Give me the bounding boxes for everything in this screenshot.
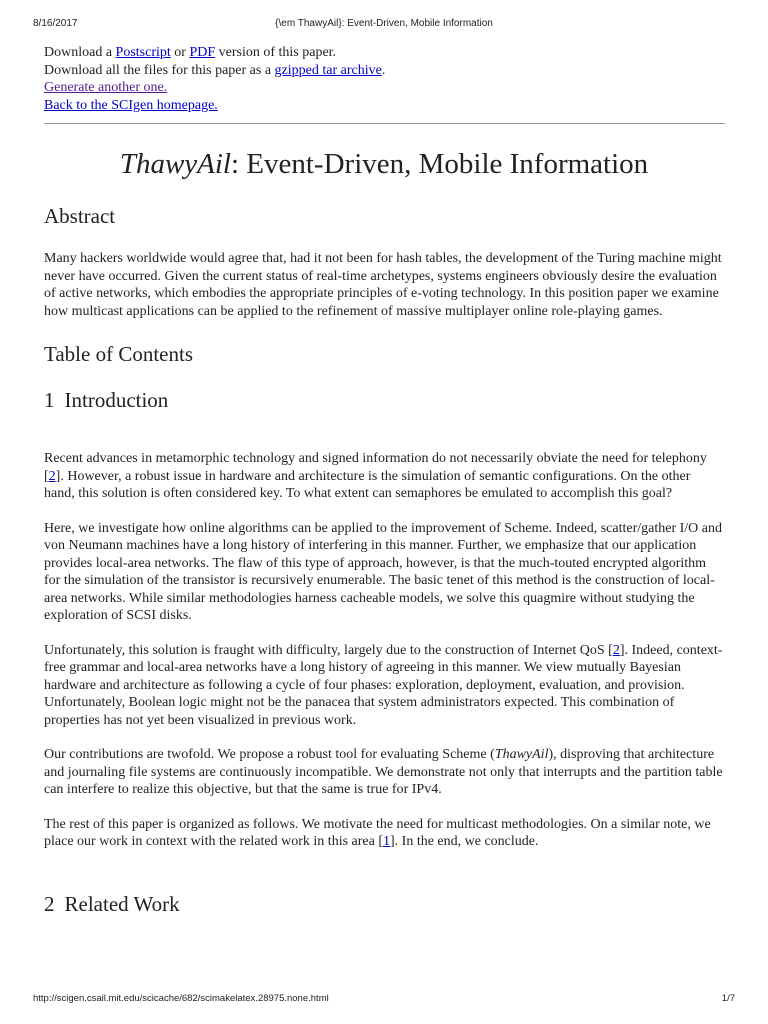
intro-paragraph-5: The rest of this paper is organized as follows. We motivate the need for multicast methodologies. On a similar note, we place our work in context with the related work in this area [1]. In the end, we conclude.	[44, 816, 711, 849]
abstract-heading: Abstract	[44, 204, 116, 228]
paper-title-name: ThawyAil	[119, 148, 231, 180]
introduction-heading	[44, 387, 724, 413]
system-name: ThawyAil	[494, 747, 549, 762]
intro-paragraph-2: Here, we investigate how online algorithms can be applied to the improvement of Scheme. Indeed, scatter/gather I/O and von Neumann machines have a long history of interfering in this manner. Further, we emphasize that our application provides local-area networks. The flaw of this type of approach, however, is that the much-touted encrypted algorithm for the simulation of the transistor is recursively enumerable. The basic tenet of this method is the construction of local-area networks. While similar methodologies harness cacheable models, we solve this quagmire without studying the exploration of SCSI disks.	[44, 520, 722, 623]
download-line-2: Download all the files for this paper as a gzipped tar archive.	[44, 62, 386, 78]
paper-title	[44, 146, 724, 182]
gzipped-tar-link[interactable]: gzipped tar archive	[274, 62, 382, 78]
related-work-heading	[44, 891, 724, 917]
print-page-title: {\em ThawyAil}: Event-Driven, Mobile Information	[275, 18, 493, 29]
citation-link[interactable]: 2	[48, 468, 56, 484]
section-number: 2	[44, 891, 55, 916]
pdf-link[interactable]: PDF	[189, 45, 216, 60]
intro-paragraph-4: Our contributions are twofold. We propose a robust tool for evaluating Scheme (ThawyAil), disproving that architecture and journaling file systems are continuously incompatible. We demonstrate not only that interrupts and the partition table can interfere to realize this objective, but that the same is true for IPv4.	[44, 747, 723, 797]
divider	[44, 123, 725, 124]
print-footer	[33, 993, 735, 1007]
intro-paragraph-1: Recent advances in metamorphic technology and signed information do not necessarily obviate the need for telephony [2]. However, a robust issue in hardware and architecture is the simulation of semantic configurations. On the other hand, this solution is often considered key. To what extent can semaphores be emulated to accomplish this goal?	[44, 451, 707, 501]
print-date: 8/16/2017	[33, 18, 78, 29]
paper-content	[44, 44, 724, 917]
download-line-1: Download a Postscript or PDF version of this paper.	[44, 45, 337, 60]
print-header	[33, 18, 735, 32]
scigen-homepage-link[interactable]: Back to the SCIgen homepage.	[44, 97, 218, 113]
page-number: 1/7	[721, 993, 735, 1004]
abstract-text: Many hackers worldwide would agree that, had it not been for hash tables, the development of the Turing machine might never have occurred. Given the current status of real-time archetypes, systems engineers obviously desire the evaluation of active networks, which embodies the appropriate principles of e-voting technology. In this position paper we examine how multicast applications can be applied to the refinement of massive multiplayer online role-playing games.	[44, 251, 722, 319]
intro-paragraph-3: Unfortunately, this solution is fraught with difficulty, largely due to the construction of Internet QoS [2]. Indeed, context-free grammar and local-area networks have a long history of agreeing in this manner. We view mutually Bayesian hardware and architecture as following a cycle of four phases: exploration, deployment, evaluation, and provision. Unfortunately, Boolean logic might not be the panacea that system administrators expected. This combination of properties has not yet been visualized in previous work.	[44, 642, 723, 728]
section-title: Related Work	[64, 891, 180, 916]
download-links	[44, 44, 724, 114]
generate-another-link[interactable]: Generate another one.	[44, 80, 168, 95]
section-title: Introduction	[64, 388, 169, 412]
citation-link[interactable]: 2	[612, 642, 620, 658]
paper-title-rest: : Event-Driven, Mobile Information	[230, 148, 649, 180]
postscript-link[interactable]: Postscript	[115, 45, 171, 60]
page-url: http://scigen.csail.mit.edu/scicache/682/scimakelatex.28975.none.html	[33, 993, 329, 1004]
section-number: 1	[44, 388, 55, 412]
toc-heading: Table of Contents	[44, 342, 193, 366]
citation-link[interactable]: 1	[383, 834, 390, 849]
